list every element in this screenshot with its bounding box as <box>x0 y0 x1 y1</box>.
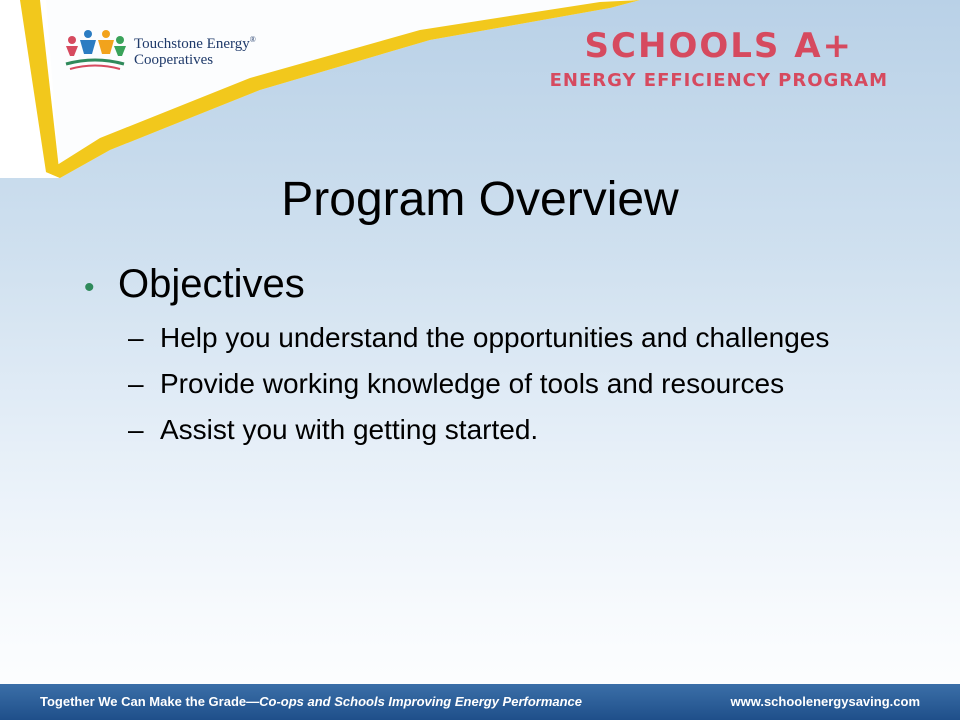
logo-name-line2: Cooperatives <box>134 52 214 68</box>
bullet-dot-icon: • <box>84 271 95 304</box>
footer-bar <box>0 684 960 720</box>
list-item <box>128 321 904 355</box>
list-item-text: Assist you with getting started. <box>160 414 539 445</box>
bullet-text: Objectives <box>118 262 305 306</box>
bullet-objectives <box>84 262 904 307</box>
list-item-text: Help you understand the opportunities and challenges <box>160 322 830 353</box>
footer-tagline <box>40 694 582 709</box>
registered-mark: ® <box>249 35 256 44</box>
list-item-text: Provide working knowledge of tools and resources <box>160 368 785 399</box>
footer-website: www.schoolenergysaving.com <box>730 694 920 709</box>
footer-tagline-start: Together We Can Make the Grade— <box>40 694 260 709</box>
slide-title: Program Overview <box>281 173 679 226</box>
program-title: SCHOOLS A+ <box>584 26 854 66</box>
dash-icon: – <box>128 322 144 353</box>
dash-icon: – <box>128 368 144 399</box>
dash-icon: – <box>128 414 144 445</box>
program-subtitle: ENERGY EFFICIENCY PROGRAM <box>549 70 888 91</box>
list-item <box>128 413 904 447</box>
objectives-list <box>128 321 904 447</box>
people-logo-icon <box>62 26 128 74</box>
logo-text <box>134 32 256 68</box>
logo-name-line1: Touchstone Energy <box>134 36 250 52</box>
touchstone-logo <box>62 26 256 74</box>
list-item <box>128 367 904 401</box>
slide-content <box>84 262 904 459</box>
footer-tagline-emphasis: Co-ops and Schools Improving Energy Performance <box>259 694 583 709</box>
program-brand <box>550 28 888 91</box>
